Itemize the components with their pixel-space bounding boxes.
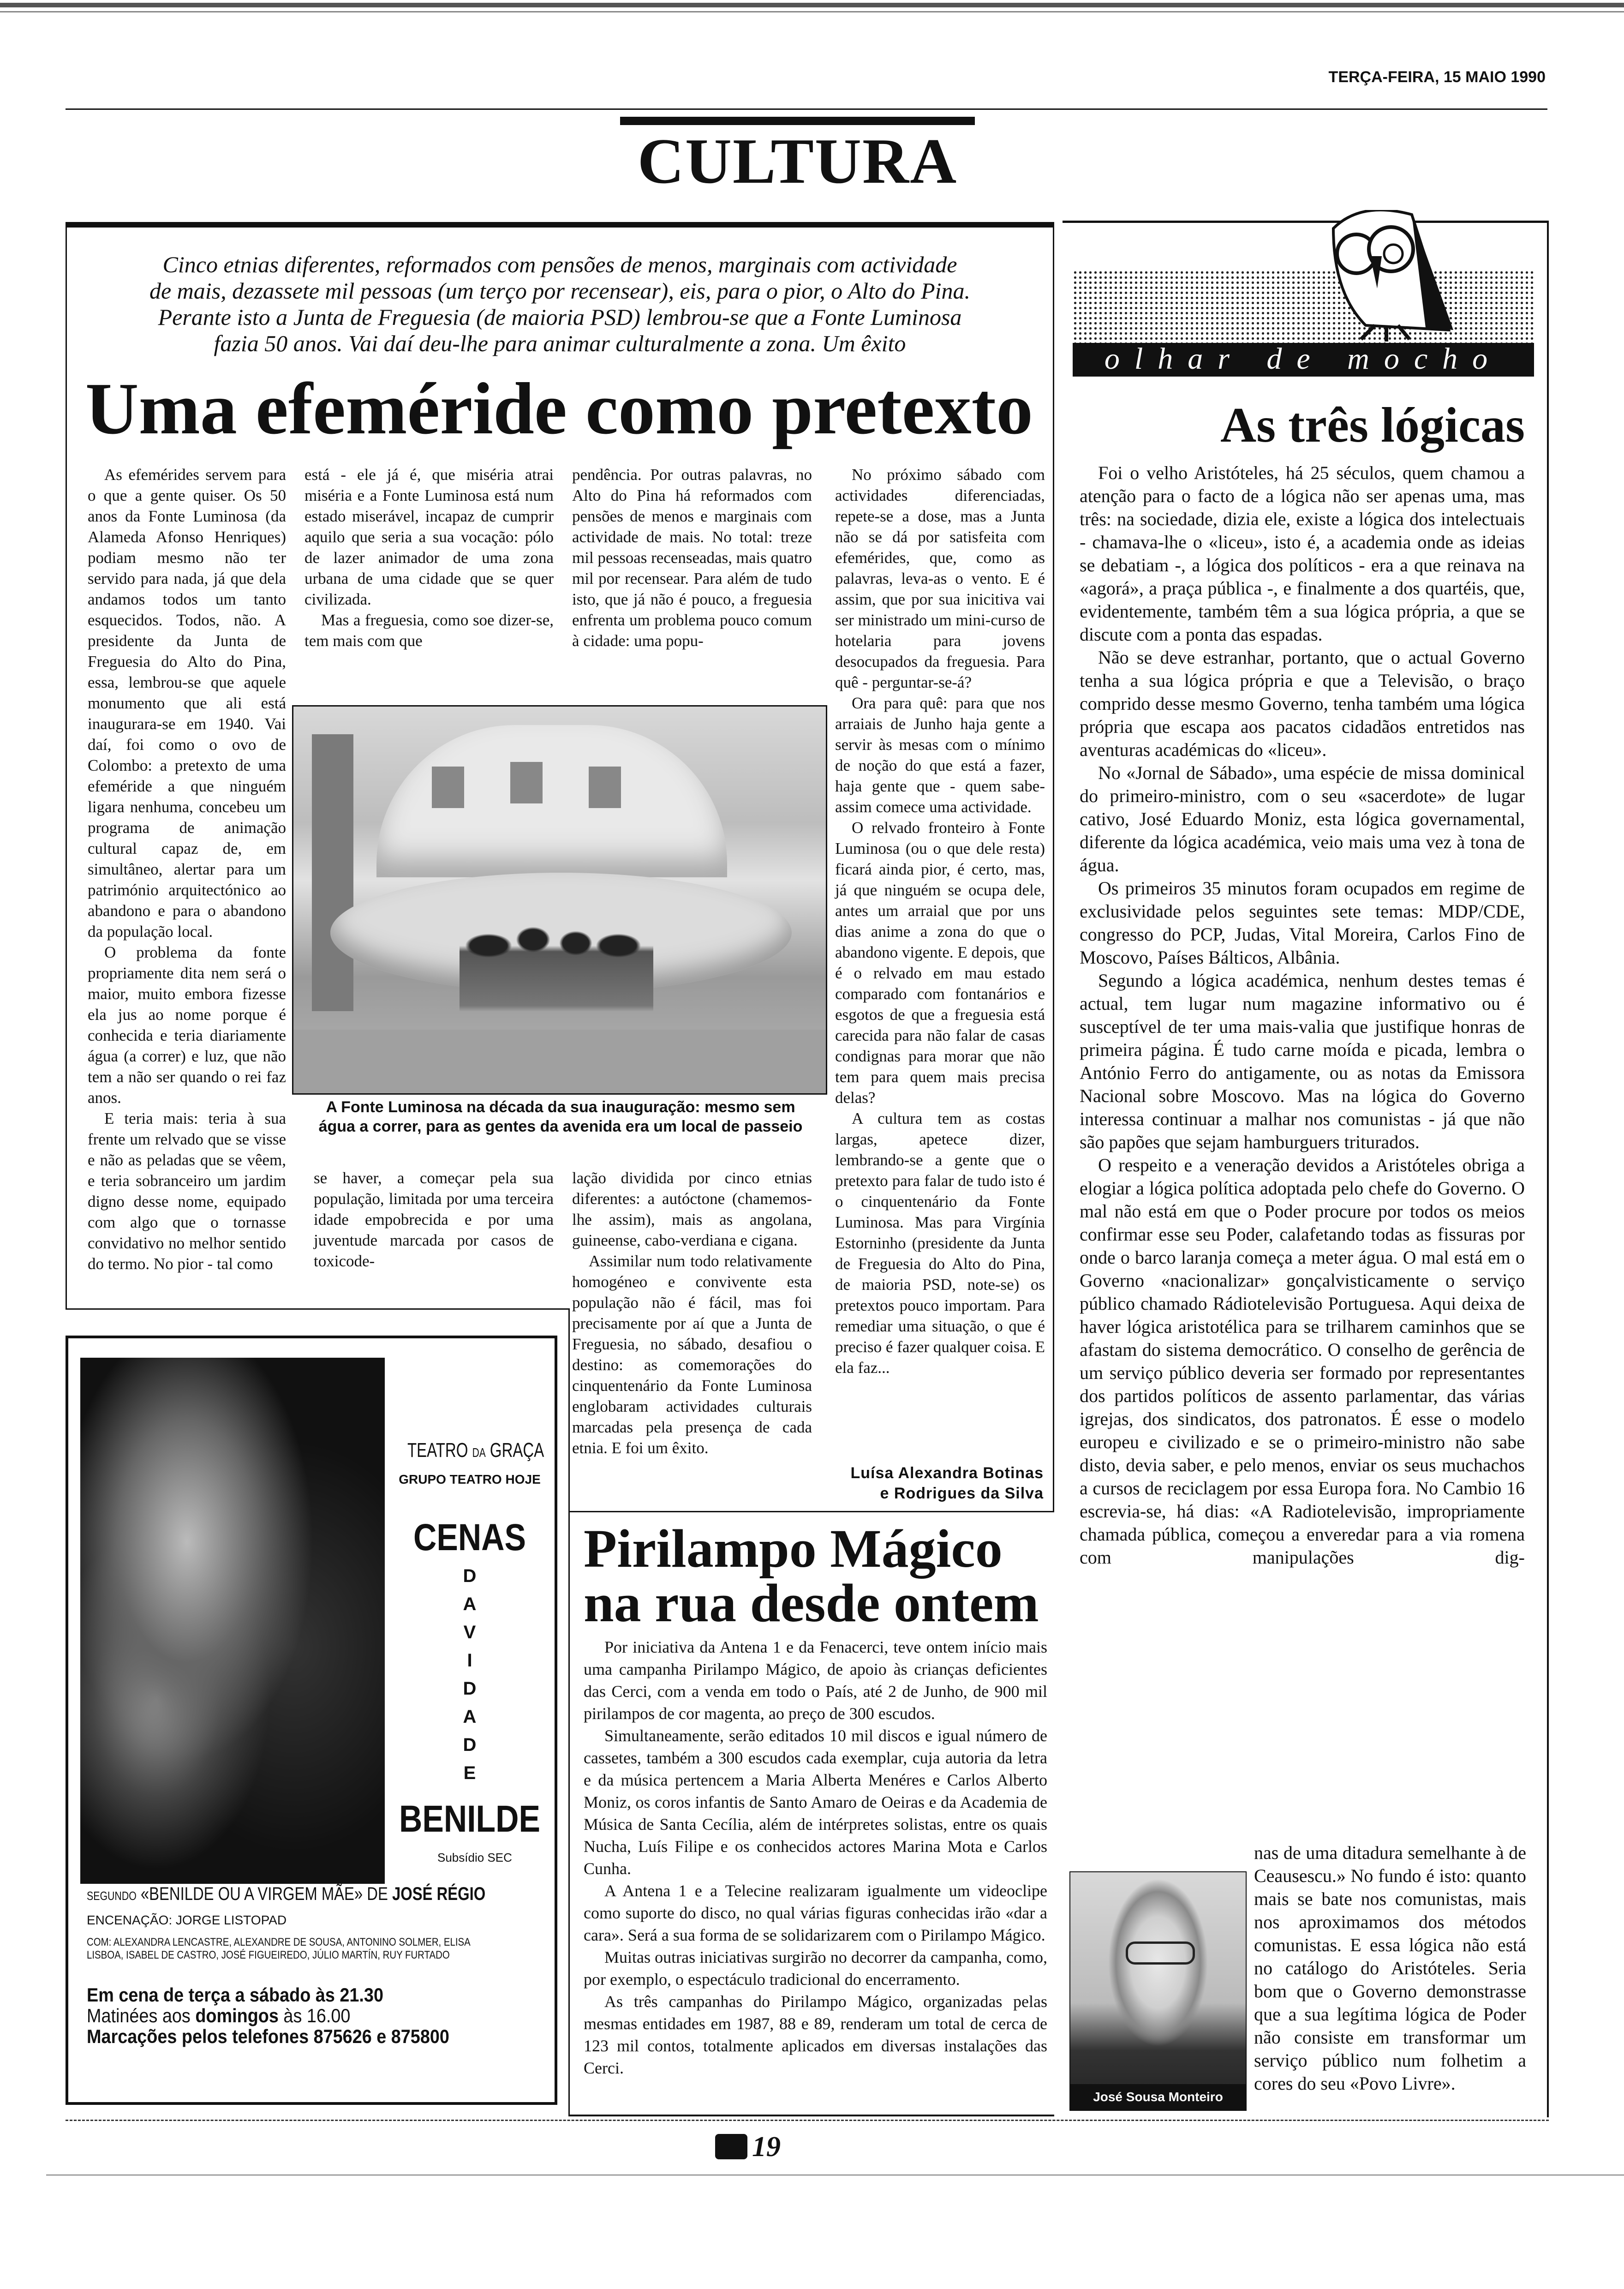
top-border-thin	[0, 11, 1624, 12]
deck-line: Perante isto a Junta de Freguesia (de maioria PSD) lembrou-se que a Fonte Luminosa	[158, 304, 962, 330]
paragraph: O problema da fonte propriamente dita nem será o maior, muito embora fizesse ela jus ao nome porque é conhecida e teria diariamente água (a correr) e luz, que não tem a não ser quando o rei faz anos.	[88, 943, 286, 1107]
window-shape	[432, 767, 464, 808]
cast-credit	[87, 1936, 471, 1962]
pillar-shape	[312, 734, 353, 1011]
section-bar	[620, 117, 975, 125]
title-letter: A	[463, 1594, 477, 1614]
byline-line: e Rodrigues da Silva	[880, 1485, 1044, 1502]
schedule-line	[87, 2005, 449, 2026]
source-line	[87, 1884, 485, 1905]
author-photo	[1069, 1871, 1247, 2111]
paragraph: A cultura tem as costas largas, apetece dizer, lembrando-se a gente que o pretexto para falar de tudo isto é o cinquentenário da Fonte Luminosa. Mas para Virgínia Estorninho (presidente da Junta de Freguesia do Alto do Pina, de maioria PSD, note-se) os pretextos pouco importam. Para remediar uma situação, o que é preciso é fazer qualquer coisa. E ela faz...	[835, 1109, 1045, 1377]
paragraph	[88, 464, 286, 942]
title-letter: V	[463, 1622, 476, 1642]
building-shape	[376, 725, 727, 877]
people-group	[460, 910, 653, 1030]
column-3-bottom	[572, 1168, 812, 1458]
paragraph: No próximo sábado com actividades diferenciadas, repete-se a dose, mas a Junta não se dá por satisfeita com efemérides, que, como as palavras, leva-as o vento. E é assim, que por sua inicitiva vai ser ministrado um mini-curso de hotelaria para jovens desocupados da freguesia. Para quê - perguntar-se-á?	[835, 466, 1045, 691]
section-title: CULTURA	[637, 126, 958, 197]
schedule-line: Marcações pelos telefones 875626 e 875800	[87, 2025, 449, 2047]
source-author: JOSÉ RÉGIO	[392, 1884, 486, 1904]
article-left-border	[66, 222, 67, 1309]
footer-logo	[713, 2128, 796, 2170]
column-body-narrow	[1254, 1841, 1526, 2095]
theatre-name	[407, 1438, 544, 1466]
play-title-bottom: BENILDE	[399, 1798, 540, 1840]
column-2-bottom	[314, 1168, 554, 1271]
deck-line: de mais, dezassete mil pessoas (um terço por recensear), eis, para o pior, o Alto do Pina.	[149, 278, 970, 304]
theatre-name-part: DA	[472, 1445, 486, 1460]
schedule-text-bold: domingos	[195, 2005, 279, 2026]
paragraph: Simultaneamente, serão editados 10 mil discos e igual número de cassetes, também a 300 escudos cada exemplar, cuja autoria da letra e da música pertencem a Maria Alberta Menéres e Carlos Alberto Moniz, os coros infantis de Santo Amaro de Oeiras e da Academia de Música de Santa Cecília, além de intérpretes solistas, entre os quais Nucha, Luís Filipe e os conhecidos actores Marina Mota e Carlos Cunha.	[584, 1726, 1047, 1878]
title-letter: D	[463, 1566, 477, 1586]
play-title-top: CENAS	[413, 1516, 526, 1558]
title-letter: D	[463, 1735, 477, 1755]
article-headline: Uma efeméride como pretexto	[85, 367, 1033, 449]
header-rule	[66, 108, 1547, 110]
paragraph: Mas a freguesia, como soe dizer-se, tem mais com que	[304, 611, 554, 650]
glasses-shape	[1126, 1941, 1195, 1965]
paragraph-part: As efemérides servem para o que a gente quiser. Os 50 anos da Fonte Luminosa (da Alameda Afonso Henriques) podiam mesmo não ter servido para nada, já que dela andamos todos um tanto esquecidos. Todos, não. A presidente da Junta de Freguesia do Alto do Pina, essa, lembrou-se que aquele	[88, 466, 286, 691]
article-right-border	[1053, 222, 1054, 1512]
paragraph: Os primeiros 35 minutos foram ocupados em regime de exclusividade pelos seguintes sete temas: MDP/CDE, congresso do PCP, Judas, Vital Moreira, Carlos Fino de Moscovo, Países Bálticos, Albânia.	[1080, 878, 1525, 968]
paragraph: nas de uma ditadura semelhante à de Ceausescu.» No fundo é isto: quanto mais se bate nos comunistas, mais nos aproximamos dos métodos comunistas. E essa lógica não está no catálogo do Aristóteles. Seria bom que o Governo demonstrasse que a sua legítima lógica de Poder não consiste em transformar um serviço público num folhetim a cores do seu «Povo Livre».	[1254, 1842, 1526, 2094]
article-top-border	[66, 222, 1054, 228]
title-letter: D	[463, 1678, 477, 1699]
cast-line: COM: ALEXANDRA LENCASTRE, ALEXANDRE DE SOUSA, ANTONINO SOLMER, ELISA	[87, 1936, 471, 1948]
source-title: «BENILDE OU A VIRGEM MÃE» DE	[140, 1884, 388, 1904]
paragraph: Por iniciativa da Antena 1 e da Fenacerci, teve ontem início mais uma campanha Pirilampo Mágico, de apoio às crianças deficientes das Cerci, com a venda em todo o País, até 2 de Junho, de 900 mil pirilampos de cor magenta, ao preço de 300 escudos.	[584, 1638, 1047, 1723]
paragraph: está - ele já é, que miséria atrai miséria e a Fonte Luminosa está num estado miserável, incapaz de cumprir aquilo que seria a sua vocação: pólo de lazer animador de uma zona urbana de uma cidade que se quer civilizada.	[304, 466, 554, 608]
paragraph: As três campanhas do Pirilampo Mágico, organizadas pelas mesmas entidades em 1987, 88 e 89, renderam um total de cerca de 123 mil contos, totalmente aplicados em diversas instalações das Cerci.	[584, 1992, 1047, 2077]
top-border	[0, 3, 1624, 7]
title-letter: I	[467, 1650, 472, 1671]
fountain-photo	[292, 705, 827, 1095]
paragraph: Assimilar num todo relativamente homogéneo e convivente esta população não é fácil, mas foi precisamente por aí que a Junta de Freguesia, no sábado, desafiou o destino: as comemorações do cinquentenário da Fonte Luminosa englobaram actividades culturais marcadas pela presença de cada etnia. E foi um êxito.	[572, 1252, 812, 1457]
pirilampo-body	[584, 1636, 1047, 2079]
paragraph: Muitas outras iniciativas surgirão no decorrer da campanha, como, por exemplo, o espectáculo tradicional do encerramento.	[584, 1948, 1047, 1989]
cast-line: LISBOA, ISABEL DE CASTRO, JOSÉ FIGUEIREDO, JÚLIO MARTÍN, RUY FURTADO	[87, 1949, 450, 1961]
owl-icon	[1306, 210, 1481, 348]
logo-text: olhar de mocho	[1104, 342, 1503, 376]
schedule-text: Matinées aos	[87, 2005, 196, 2026]
headline-line: na rua desde ontem	[584, 1573, 1039, 1633]
byline-line: Luísa Alexandra Botinas	[850, 1464, 1044, 1482]
paragraph: Segundo a lógica académica, nenhum destes temas é actual, tem lugar num magazine informativo ou é susceptível de ter uma mais-valia que justifique honras de primeira página. É tudo carne moída e picada, lembra o António Ferro do antigamente, ou as notas da Emissora Nacional sobre Moscovo. Mas na lógica do Governo interessa continuar a malhar nos comunistas - já que não são papões que sejam hamburguers triturados.	[1080, 970, 1525, 1152]
theatre-name-part: GRAÇA	[490, 1439, 544, 1462]
column-1	[88, 464, 286, 1274]
column-body-full	[1080, 461, 1525, 1569]
deck-line: fazia 50 anos. Vai daí deu-lhe para animar culturalmente a zona. Um êxito	[214, 330, 906, 356]
article-inner-border	[568, 1308, 570, 1511]
deck-line: Cinco etnias diferentes, reformados com pensões de menos, marginais com actividade	[162, 252, 957, 277]
title-letter: E	[463, 1763, 476, 1783]
theatre-advert	[66, 1336, 557, 2105]
play-title-vertical	[387, 1562, 553, 1787]
photo-caption: A Fonte Luminosa na década da sua inauguração: mesmo sem água a correr, para as gentes da avenida era um local de passeio	[318, 1098, 803, 1135]
window-shape	[510, 762, 543, 803]
paragraph: se haver, a começar pela sua população, limitada por uma terceira idade empobrecida e por uma juventude marcada por casos de toxicode-	[314, 1169, 554, 1270]
theatre-name-part: TEATRO	[407, 1439, 468, 1462]
schedule-line: Em cena de terça a sábado às 21.30	[87, 1984, 383, 2006]
column-3-top	[572, 464, 812, 651]
article-bottom-border	[66, 1308, 569, 1310]
issue-date: TERÇA-FEIRA, 15 MAIO 1990	[1328, 68, 1546, 86]
source-prefix: SEGUNDO	[87, 1889, 137, 1903]
ground-shape	[293, 1030, 826, 1094]
article-byline	[784, 1463, 1044, 1504]
paragraph: Foi o velho Aristóteles, há 25 séculos, quem chamou a atenção para o facto de a lógica não ser apenas uma, mas três: na sociedade, dizia ele, existe a lógica dos intelectuais - chamava-lhe o «liceu», isto é, a academia onde as ideias se debatiam -, a lógica dos políticos - era a que reinava na «agorá», a praça pública -, e finalmente a dos quartéis, que, evidentemente, também têm a sua lógica própria, a que se discute com a ponta das espadas.	[1080, 462, 1525, 645]
column-2-top	[304, 464, 554, 651]
pirilampo-article	[568, 1511, 1054, 2116]
schedule	[87, 1984, 449, 2047]
paragraph: Ora para quê: para que nos arraiais de Junho haja gente a servir às mesas com o mínimo de noção do que está a fazer, haja gente que - quem sabe- assim comece uma actividade.	[835, 694, 1045, 816]
company-name: GRUPO TEATRO HOJE	[399, 1472, 541, 1486]
title-letter: A	[463, 1707, 477, 1727]
advert-portrait-photo	[80, 1358, 385, 1884]
footer-dashed-rule	[66, 2120, 1549, 2121]
headline-line: Pirilampo Mágico	[584, 1518, 1003, 1579]
article-deck	[67, 252, 1053, 357]
schedule-text: às 16.00	[278, 2005, 351, 2026]
pirilampo-headline	[584, 1518, 1039, 1633]
paragraph: O relvado fronteiro à Fonte Luminosa (ou o que dele resta) ficará ainda pior, é certo, mas, já que ninguém se ocupa dele, antes um arraial que por uns dias anime a zona do que o abandono vigente. E depois, que é o relvado em mau estado comparado com fontanários e esgotos de que a freguesia está carecida para não falar de casas condignas para morar que não tem para quem mais precisa delas?	[835, 819, 1045, 1107]
author-photo-caption: José Sousa Monteiro	[1070, 2084, 1246, 2110]
newspaper-logo-icon	[715, 2134, 747, 2159]
paragraph: lação dividida por cinco etnias diferentes: a autóctone (chamemos-lhe assim), mais as angolana, guineense, cabo-verdiana e cigana.	[572, 1169, 812, 1249]
paragraph: E teria mais: teria à sua frente um relvado que se visse e não as peladas que se vêem, e teria sobranceiro um jardim digno desse nome, equipado com algo que o tornasse convidativo no melhor sentido do termo. No pior - tal como	[88, 1109, 286, 1273]
window-shape	[589, 767, 621, 808]
paragraph-part: monumento que ali está inaugurara-se em 1940. Vai daí, foi como o ovo de Colombo: a pretexto de uma efeméride a que ninguém ligara nenhuma, concebeu um programa de animação cultural capaz de, em simultâneo, alertar para um património arquitectónico ao abandono e para o abandono da população local.	[88, 694, 286, 941]
paragraph: O respeito e a veneração devidos a Aristóteles obriga a elogiar a lógica política adoptada pelo chefe do Governo. O mal não está em que o Poder procure por todos os meios confirmar esse seu Poder, calafetando todas as fissuras por onde o barco laranja começa a meter água. O mal está em o Governo «nacionalizar» gonçalvisticamente o serviço público chamado Rádiotelevisão Portuguesa. Aqui deixa de haver lógica aristotélica para se trilharem caminhos que se afastam do sistema democrático. O conselho de gerência de um serviço público deveria ser formado por representantes dos partidos políticos de assento parlamentar, das várias igrejas, dos sindicatos, dos patronatos. É esse o modelo europeu e civilizado e se o primeiro-ministro não sabe disto, devia saber, e pelo menos, enviar os seus muchachos a cursos de reciclagem por essa Europa fora. No Cambio 16 escrevia-se, há dias: «A Radiotelevisão, impropriamente chamada pública, começou a enveredar para a via romena com manipulações dig-	[1080, 1155, 1525, 1568]
column-right-border	[1547, 221, 1549, 2117]
sponsor: Subsídio SEC	[437, 1851, 512, 1864]
paragraph: pendência. Por outras palavras, no Alto do Pina há reformados com pensões de menos e marginais com actividade de mais. No total: treze mil pessoas recenseadas, mais quatro mil por recensear. Para além de tudo isto, que já não é pouco, a freguesia enfrenta um problema pouco comum à cidade: uma popu-	[572, 466, 812, 650]
paragraph: A Antena 1 e a Telecine realizaram igualmente um videoclipe como suporte do disco, no qual várias figuras conhecidas irão «dar a cara». Será a sua forma de se solidarizarem com o Pirilampo Mágico.	[584, 1882, 1047, 1944]
paragraph: No «Jornal de Sábado», uma espécie de missa dominical do primeiro-ministro, com o seu «sacerdote» de lugar cativo, José Eduardo Moniz, esta lógica governamental, diferente da lógica académica, veio mais uma vez à tona de água.	[1080, 762, 1525, 875]
column-headline: As três lógicas	[1220, 398, 1525, 453]
paragraph: Não se deve estranhar, portanto, que o actual Governo tenha a sua lógica própria e que a Televisão, o braço comprido desse mesmo Governo, tenha também uma lógica própria que escapa aos pacatos cidadãos entretidos nas aventuras académicas do «liceu».	[1080, 647, 1525, 760]
column-4	[835, 464, 1045, 1378]
direction-credit: ENCENAÇÃO: JORGE LISTOPAD	[87, 1913, 287, 1927]
page-number: 19	[752, 2131, 781, 2163]
